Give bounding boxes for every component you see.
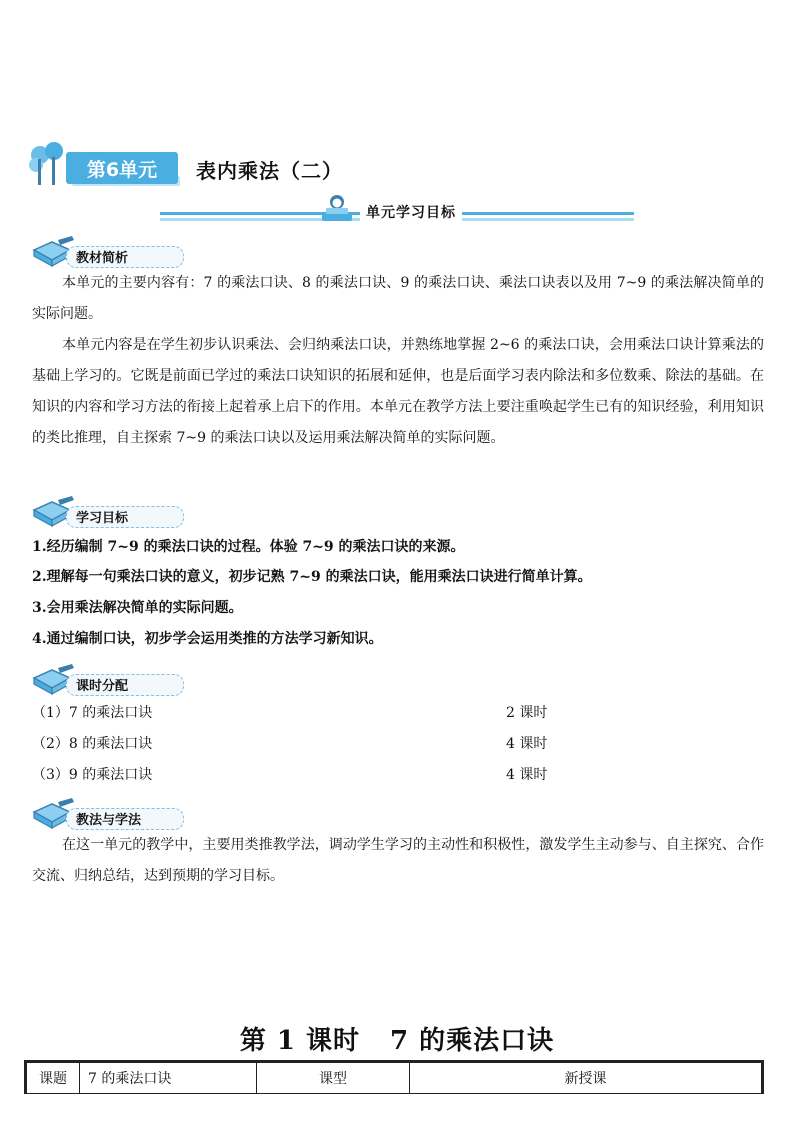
type-value-cell: 新授课 (410, 1062, 763, 1094)
schedule-row-name: （2）8 的乘法口诀 (32, 736, 153, 752)
section-header-method (30, 798, 160, 832)
unit-badge: 第6单元 (66, 152, 178, 184)
objective-item-2: 2.理解每一句乘法口诀的意义，初步记熟 7~9 的乘法口诀，能用乘法口诀进行简单计算。 (32, 569, 592, 585)
section-label: 学习目标 (76, 511, 129, 526)
section-header-schedule (30, 664, 160, 698)
lesson-number: 第 1 课时 (239, 1026, 361, 1056)
student-reading-icon (318, 193, 356, 223)
textbook-paragraph-2: 本单元内容是在学生初步认识乘法、会归纳乘法口诀，并熟练地掌握 2~6 的乘法口诀，会用乘法口诀计算乘法的基础上学习的。它既是前面已学过的乘法口诀知识的拓展和延伸，也是后面学习表内除法和多位数乘、除法的基础。在知识的内容和学习方法的衔接上起着承上启下的作用。本单元在教学方法上要注重唤起学生已有的知识经验，利用知识的类比推理，自主探索 7~9 的乘法口诀以及运用乘法解决简单的实际问题。 (32, 337, 764, 446)
section-header-objectives (30, 496, 160, 530)
topic-value-cell: 7 的乘法口诀 (80, 1062, 257, 1094)
section-label: 课时分配 (76, 679, 129, 694)
lesson-title (0, 1020, 794, 1057)
tree-icon (28, 141, 68, 187)
schedule-row-name: （3）9 的乘法口诀 (32, 767, 153, 783)
method-paragraph: 在这一单元的教学中，主要用类推教学法，调动学生学习的主动性和积极性，激发学生主动参与、自主探究、合作交流、归纳总结，达到预期的学习目标。 (32, 837, 764, 884)
objective-item-3: 3.会用乘法解决简单的实际问题。 (32, 600, 243, 616)
schedule-row-time: 4 课时 (506, 736, 548, 752)
section-label: 教法与学法 (76, 813, 142, 828)
schedule-row-name: （1）7 的乘法口诀 (32, 705, 153, 721)
unit-title: 表内乘法（二） (196, 159, 343, 183)
unit-goals-label: 单元学习目标 (360, 202, 462, 222)
type-label-cell: 课型 (257, 1062, 410, 1094)
section-label: 教材简析 (76, 251, 129, 266)
schedule-row-time: 2 课时 (506, 705, 548, 721)
schedule-row-time: 4 课时 (506, 767, 548, 783)
topic-label-cell: 课题 (26, 1062, 80, 1094)
table-row (26, 1062, 763, 1094)
section-header-textbook (30, 236, 160, 270)
objective-item-4: 4.通过编制口诀，初步学会运用类推的方法学习新知识。 (32, 631, 383, 647)
textbook-paragraph-1: 本单元的主要内容有：7 的乘法口诀、8 的乘法口诀、9 的乘法口诀、乘法口诀表以及用 7~9 的乘法解决简单的实际问题。 (32, 275, 764, 322)
lesson-name: 7 的乘法口诀 (390, 1026, 555, 1056)
objective-item-1: 1.经历编制 7~9 的乘法口诀的过程。体验 7~9 的乘法口诀的来源。 (32, 539, 465, 555)
lesson-info-table (24, 1060, 764, 1094)
